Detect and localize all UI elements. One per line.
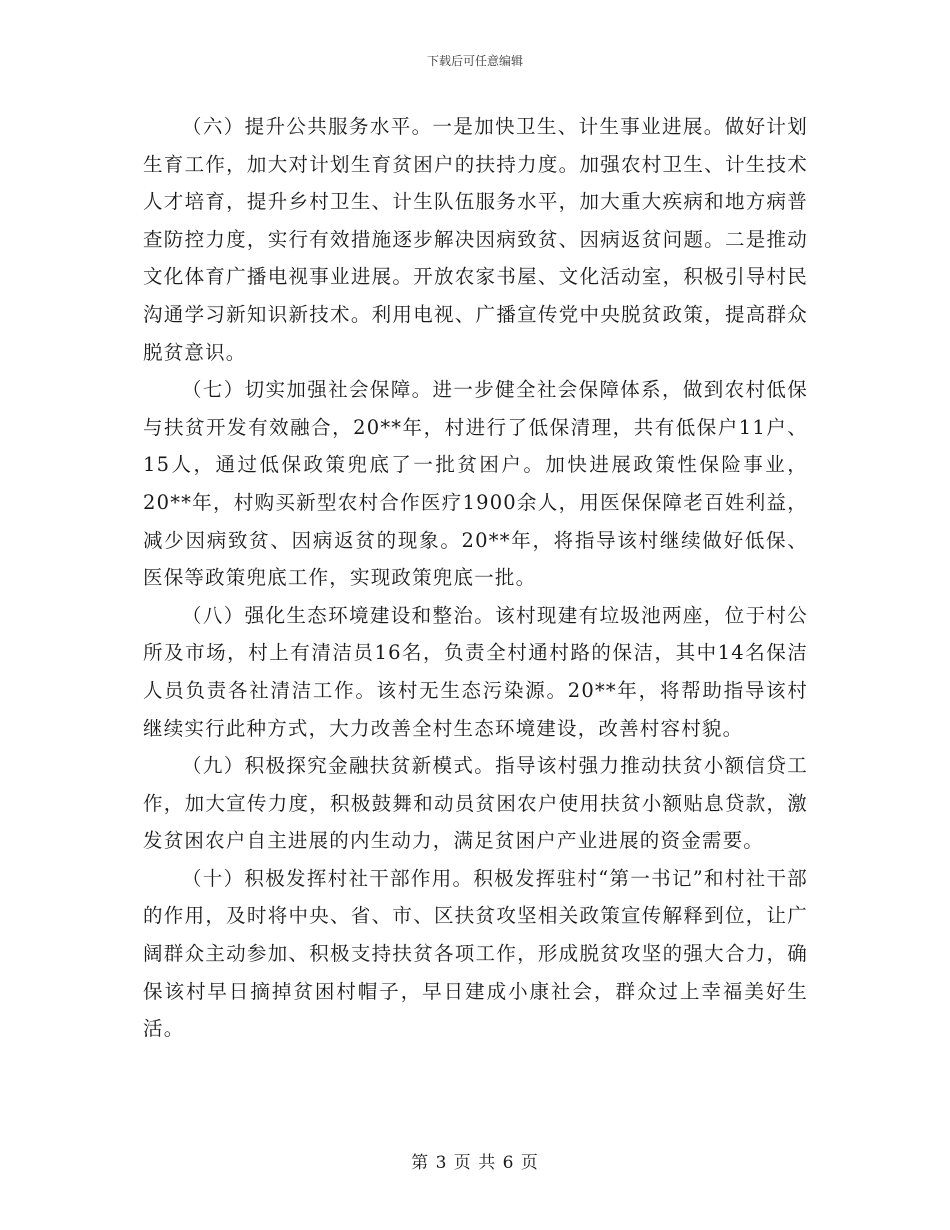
paragraph-6: （六）提升公共服务水平。一是加快卫生、计生事业进展。做好计划生育工作，加大对计划生育贫困户的扶持力度。加强农村卫生、计生技术人才培育，提升乡村卫生、计生队伍服务水平，加大重大疾病和地方病普查防控力度，实行有效措施逐步解决因病致贫、因病返贫问题。二是推动文化体育广播电视事业进展。开放农家书屋、文化活动室，积极引导村民沟通学习新知识新技术。利用电视、广播宣传党中央脱贫政策，提高群众脱贫意识。 (143, 115, 808, 364)
paragraph-8: （八）强化生态环境建设和整治。该村现建有垃圾池两座，位于村公所及市场，村上有清洁员16名，负责全村通村路的保洁，其中14名保洁人员负责各社清洁工作。该村无生态污染源。20**年，将帮助指导该村继续实行此种方式，大力改善全村生态环境建设，改善村容村貌。 (143, 603, 808, 740)
header-note: 下载后可任意编辑 (426, 54, 523, 68)
paragraph-9: （九）积极探究金融扶贫新模式。指导该村强力推动扶贫小额信贷工作，加大宣传力度，积极鼓舞和动员贫困农户使用扶贫小额贴息贷款，激发贫困农户自主进展的内生动力，满足贫困户产业进展的资金需要。 (143, 754, 808, 853)
paragraph-7: （七）切实加强社会保障。进一步健全社会保障体系，做到农村低保与扶贫开发有效融合，20**年，村进行了低保清理，共有低保户11户、15人，通过低保政策兜底了一批贫困户。加快进展政策性保险事业，20**年，村购买新型农村合作医疗1900余人，用医保保障老百姓利益，减少因病致贫、因病返贫的现象。20**年，将指导该村继续做好低保、医保等政策兜底工作，实现政策兜底一批。 (143, 378, 808, 590)
page-number: 第 3 页 共 6 页 (411, 1153, 539, 1173)
document-body (143, 108, 808, 1048)
paragraph-10: （十）积极发挥村社干部作用。积极发挥驻村“第一书记”和村社干部的作用，及时将中央、省、市、区扶贫攻坚相关政策宣传解释到位，让广阔群众主动参加、积极支持扶贫各项工作，形成脱贫攻坚的强大合力，确保该村早日摘掉贫困村帽子，早日建成小康社会，群众过上幸福美好生活。 (143, 866, 808, 1041)
